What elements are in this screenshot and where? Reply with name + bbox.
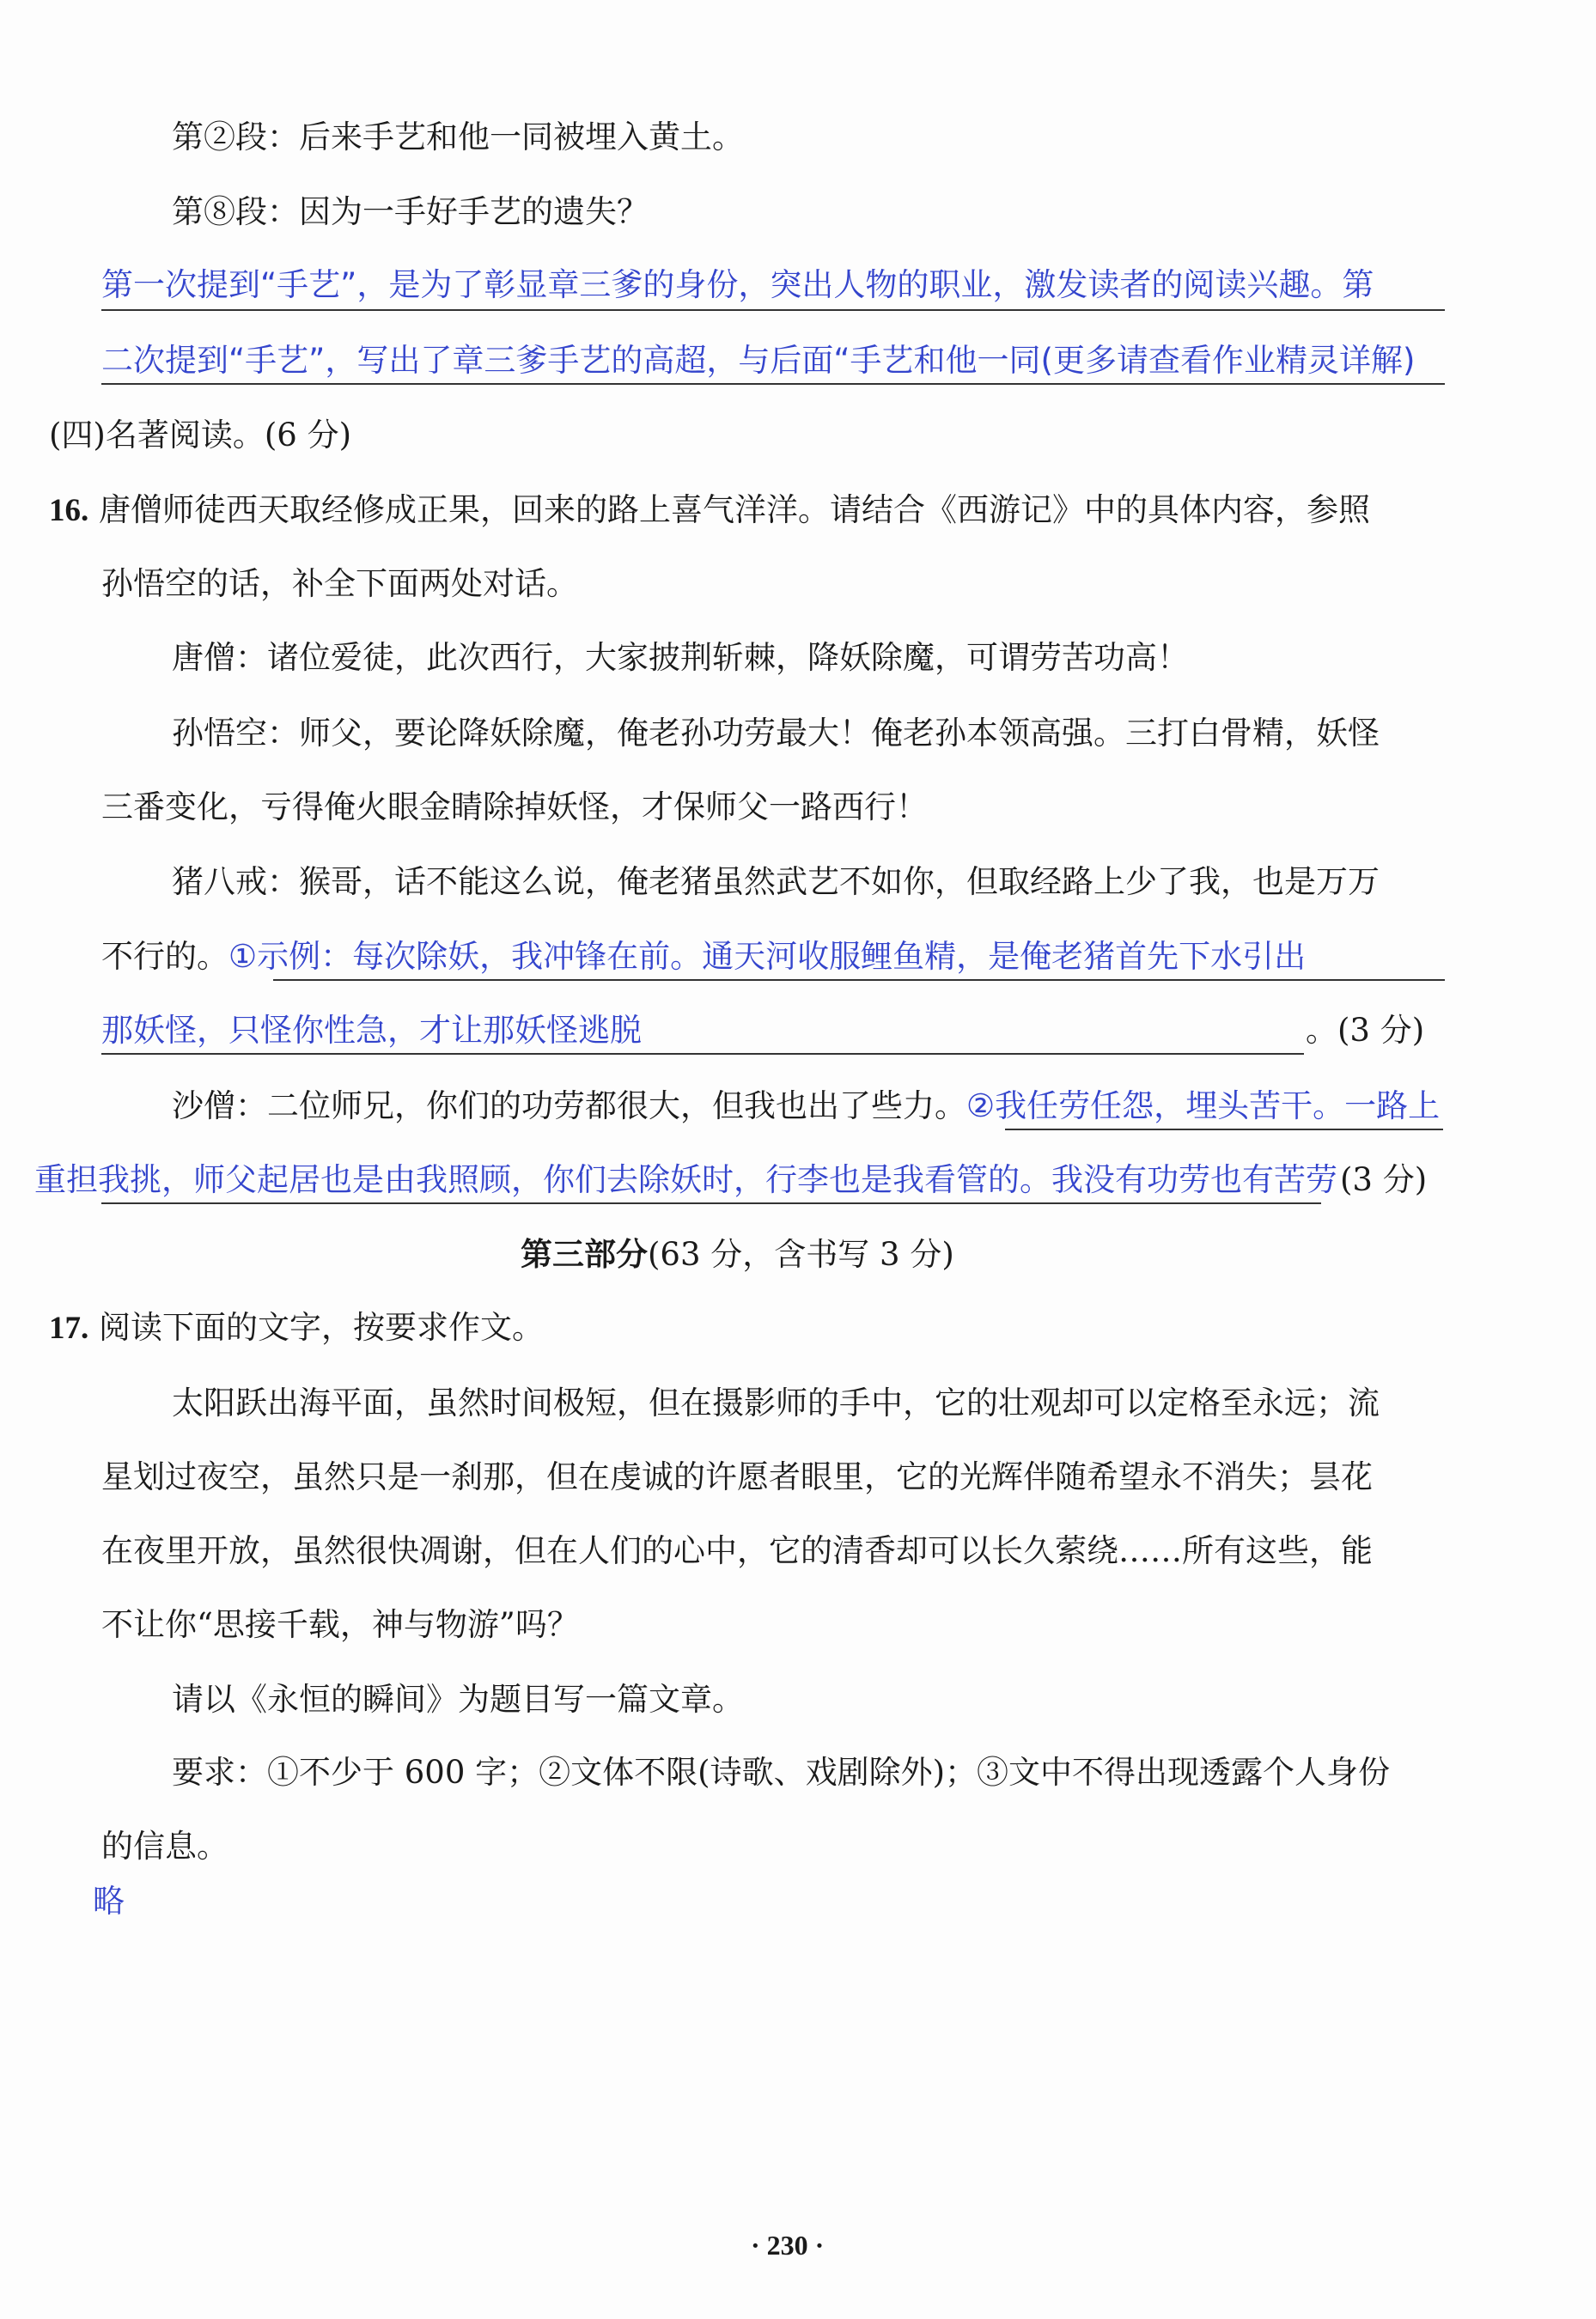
answer-underline xyxy=(101,1053,1304,1055)
dialogue-zhu-prefix: 不行的。 xyxy=(101,938,228,975)
dialogue-zhu-2 xyxy=(101,936,1306,977)
question-16-stem xyxy=(49,490,1370,532)
q17-answer: 略 xyxy=(93,1883,125,1920)
requirements-line-1: 要求：①不少于 600 字；②文体不限(诗歌、戏剧除外)；③文中不得出现透露个人身份 xyxy=(172,1754,1391,1791)
page-number: · 230 · xyxy=(751,2230,825,2261)
sha-answer-2: 重担我挑，师父起居也是由我照顾，你们去除妖时，行李也是我看管的。我没有功劳也有苦劳 xyxy=(34,1161,1337,1198)
material-line-3: 在夜里开放，虽然很快凋谢，但在人们的心中，它的清香却可以长久萦绕……所有这些，能 xyxy=(101,1532,1373,1569)
quote-para-8: 第⑧段：因为一手好手艺的遗失？ xyxy=(172,193,649,230)
question-number: 17. xyxy=(49,1311,89,1346)
q15-answer-line-1: 第一次提到“手艺”，是为了彰显章三爹的身份，突出人物的职业，激发读者的阅读兴趣。第 xyxy=(101,266,1374,303)
answer-underline xyxy=(273,979,1445,981)
zhu-score: 。(3 分) xyxy=(1306,1012,1425,1049)
quote-para-2: 第②段：后来手艺和他一同被埋入黄土。 xyxy=(172,119,744,155)
answer-underline xyxy=(101,1202,1321,1204)
dialogue-sha-1 xyxy=(172,1086,1440,1127)
material-line-2: 星划过夜空，虽然只是一刹那，但在虔诚的许愿者眼里，它的光辉伴随希望永不消失；昙花 xyxy=(101,1458,1373,1495)
dialogue-sun-1: 孙悟空：师父，要论降妖除魔，俺老孙功劳最大！俺老孙本领高强。三打白骨精，妖怪 xyxy=(172,715,1380,752)
part-3-title: 第三部分 xyxy=(521,1235,648,1273)
dialogue-tang: 唐僧：诸位爱徒，此次西行，大家披荆斩棘，降妖除魔，可谓劳苦功高！ xyxy=(172,639,1189,676)
material-line-1: 太阳跃出海平面，虽然时间极短，但在摄影师的手中，它的壮观却可以定格至永远；流 xyxy=(172,1385,1380,1421)
question-number: 16. xyxy=(49,493,89,528)
dialogue-sun-2: 三番变化，亏得俺火眼金睛除掉妖怪，才保师父一路西行！ xyxy=(101,788,928,825)
answer-underline xyxy=(101,309,1445,311)
dialogue-zhu-1: 猪八戒：猴哥，话不能这么说，俺老猪虽然武艺不如你，但取经路上少了我，也是万万 xyxy=(172,863,1380,900)
writing-prompt: 请以《永恒的瞬间》为题目写一篇文章。 xyxy=(172,1681,744,1718)
question-17-stem xyxy=(49,1307,544,1349)
q15-answer-line-2: 二次提到“手艺”，写出了章三爹手艺的高超，与后面“手艺和他一同(更多请查看作业精灵详解) xyxy=(101,342,1416,379)
sha-score: (3 分) xyxy=(1340,1161,1428,1198)
material-line-4: 不让你“思接千载，神与物游”吗？ xyxy=(101,1606,579,1643)
dialogue-sha-prefix: 沙僧：二位师兄，你们的功劳都很大，但我也出了些力。 xyxy=(172,1087,966,1124)
section-heading: (四)名著阅读。(6 分) xyxy=(49,417,352,453)
sha-answer-1: ②我任劳任怨，埋头苦干。一路上 xyxy=(966,1087,1441,1124)
zhu-answer-1: ①示例：每次除妖，我冲锋在前。通天河收服鲤鱼精，是俺老猪首先下水引出 xyxy=(228,938,1307,975)
part-3-heading xyxy=(521,1233,954,1275)
part-3-score: (63 分，含书写 3 分) xyxy=(648,1236,954,1273)
zhu-answer-2: 那妖怪，只怪你性急，才让那妖怪逃脱 xyxy=(101,1012,642,1049)
answer-underline xyxy=(101,383,1445,385)
question-16-stem-2: 孙悟空的话，补全下面两处对话。 xyxy=(101,565,578,602)
requirements-line-2: 的信息。 xyxy=(101,1828,228,1865)
answer-underline xyxy=(1005,1129,1443,1130)
stem-line-1: 唐僧师徒西天取经修成正果，回来的路上喜气洋洋。请结合《西游记》中的具体内容，参照 xyxy=(99,491,1371,528)
stem-text: 阅读下面的文字，按要求作文。 xyxy=(99,1309,545,1346)
